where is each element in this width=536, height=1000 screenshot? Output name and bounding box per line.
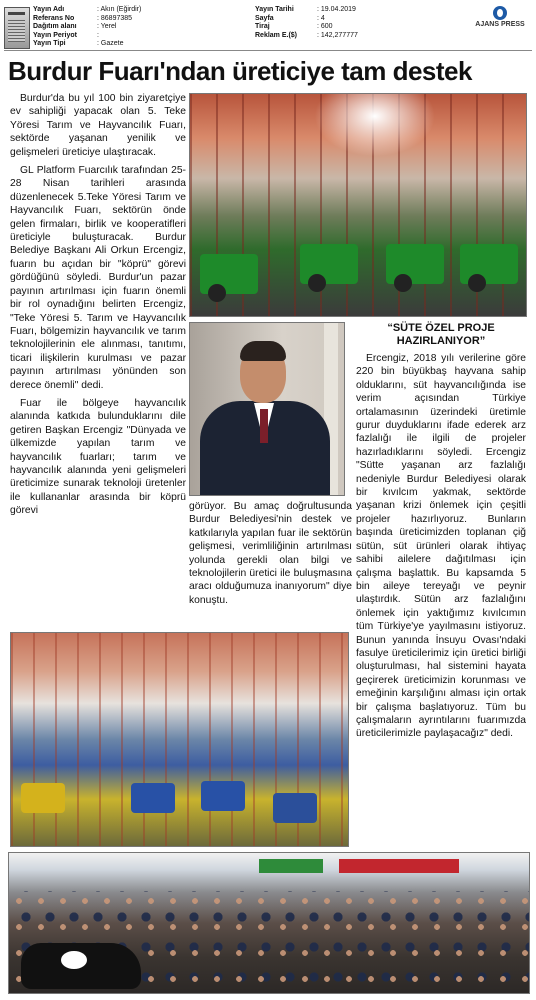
meta-value: : 600 <box>317 23 333 31</box>
meta-value: : Gazete <box>97 40 124 48</box>
fair-machinery-photo <box>10 632 349 847</box>
meta-left <box>33 6 141 49</box>
meta-label: Reklam E.($) <box>255 31 298 39</box>
meta-value: : 142,277777 <box>317 31 358 39</box>
fair-crowd-photo <box>8 852 530 994</box>
clipping-meta <box>0 4 536 50</box>
ajans-press-logo-icon <box>493 6 507 20</box>
subheading: “SÜTE ÖZEL PROJE HAZIRLANIYOR” <box>387 322 495 347</box>
paragraph: Burdur'da bu yıl 100 bin ziyaretçiye ev sahipliği yapacak olan 5. Teke Yöresi Tarım ve Hayvancılık Fuarı, sektörde yaşanan yenilik ve gelişmeleri üreticiye ulaştıracak. <box>10 93 186 158</box>
header-divider <box>4 50 532 51</box>
meta-label: Yayın Adı <box>33 6 65 13</box>
meta-label: Dağıtım alanı <box>33 23 77 31</box>
paragraph: Fuar ile bölgeye hayvancılık alanında katkıda bulunduklarını dile getiren Başkan Ercengiz "Dünyada ve ülkemizde yapılan tarım ve hayvancılık fuarları; tarım ve hayvancılık alanında yeni gelişmeleri üreticimize sunarak teknoloji üretenler ile kullananlar arasında bir köprü görevi <box>10 397 186 517</box>
logo-text: AJANS PRESS <box>475 21 525 28</box>
meta-right <box>255 6 358 40</box>
meta-label: Yayın Tarihi <box>255 6 294 13</box>
article-column-2 <box>189 500 352 612</box>
paragraph: GL Platform Fuarcılık tarafından 25-28 Nisan tarihleri arasında düzenlenecek 5.Teke Yöresi Tarım ve Hayvancılık Fuarı, sektörün önde gelen firmaları, birlik ve kooperatifleri üreticiyle buluşturacak. Burdur Belediye Başkanı Ali Orkun Ercengiz, fuarın bu açıdan bir "köprü" görevi gördüğünü söyledi. Burdur'un pazar payının artırılması için fuarın önemli bir rol oynadığını belirten Ercengiz, "Teke Yöresi 5. Tarım ve Hayvancılık Fuarı, bölgemizin hayvancılık ve tarım teknolojilerinin ele alınması, tanıtımı, ticari ilişkilerin kurulması ve pazar payının artırılması yönünden son derece önemli" dedi. <box>10 165 186 391</box>
page-thumbnail <box>4 7 30 49</box>
meta-label: Sayfa <box>255 14 274 22</box>
meta-label: Yayın Tipi <box>33 40 66 48</box>
meta-value: : Akın (Eğirdir) <box>97 6 142 13</box>
ajans-press-logo <box>470 6 530 30</box>
fair-hall-tractors-photo <box>189 93 527 317</box>
mayor-portrait-photo <box>189 322 345 496</box>
meta-value: : <box>97 31 99 39</box>
article-column-1 <box>10 92 186 523</box>
headline: Burdur Fuarı'ndan üreticiye tam destek <box>8 56 472 86</box>
meta-value: : 86897385 <box>97 14 133 22</box>
meta-value: : Yerel <box>97 23 117 31</box>
meta-value: : 4 <box>317 14 325 22</box>
paragraph: görüyor. Bu amaç doğrultusunda Burdur Belediyesi'nin destek ve katkılarıyla yapılan fuar ile sektörün gelişmesi, verimliliğinin artırılması yolunda gerekli olan bilgi ve teknolojilerin üretici ile buluşmasına aracı olduğumuza inanıyorum" diye konuştu. <box>189 501 352 606</box>
paragraph: Ercengiz, 2018 yılı verilerine göre 220 bin büyükbaş hayvana sahip olduklarını, süt hayvancılığında ise verim açısından Türkiye ortalamasının üzerindeki üretimle gurur duyduklarını ifade ederek arz fazlalığı ile ilgili de projeler hazırladıklarını söyledi. Ercengiz "Sütte yaşanan arz fazlalığı nedeniyle Burdur Belediyesi olarak bir kıvılcım yakmak, sektörde yaşanan krizi önlemek için çeşitli projeler hazırlıyoruz. Bunların başında üreticimizden toplanan çiğ sütün, süt ürünleri olarak ihtiyaç sahibi ailelere dağıtılması için çalışma başlattık. Bu kapsamda 5 bin aileye tereyağı ve peynir ulaştırdık. Sütün arz fazlalığını önlemek için yaktığımız kıvılcımın tüm Türkiye'ye yayılmasını istiyoruz. Bunun yanında İnsuyu Ovası'ndaki fasulye üreticilerimiz için üretici birliği oluşturulması, hal sistemini hayata geçirerek üreticimizin korunması ve emeğinin karşılığını alması için ortak bir çalışma başlatıyoruz. Tüm bu çalışmaların ayrıntılarını fuarımızda üreticilerimizle paylaşacağız" dedi. <box>356 353 526 740</box>
meta-label: Yayın Periyot <box>33 31 77 39</box>
meta-label: Tiraj <box>255 23 270 31</box>
meta-label: Referans No <box>33 14 75 22</box>
article-column-3 <box>356 322 526 746</box>
meta-value: : 19.04.2019 <box>317 6 356 13</box>
